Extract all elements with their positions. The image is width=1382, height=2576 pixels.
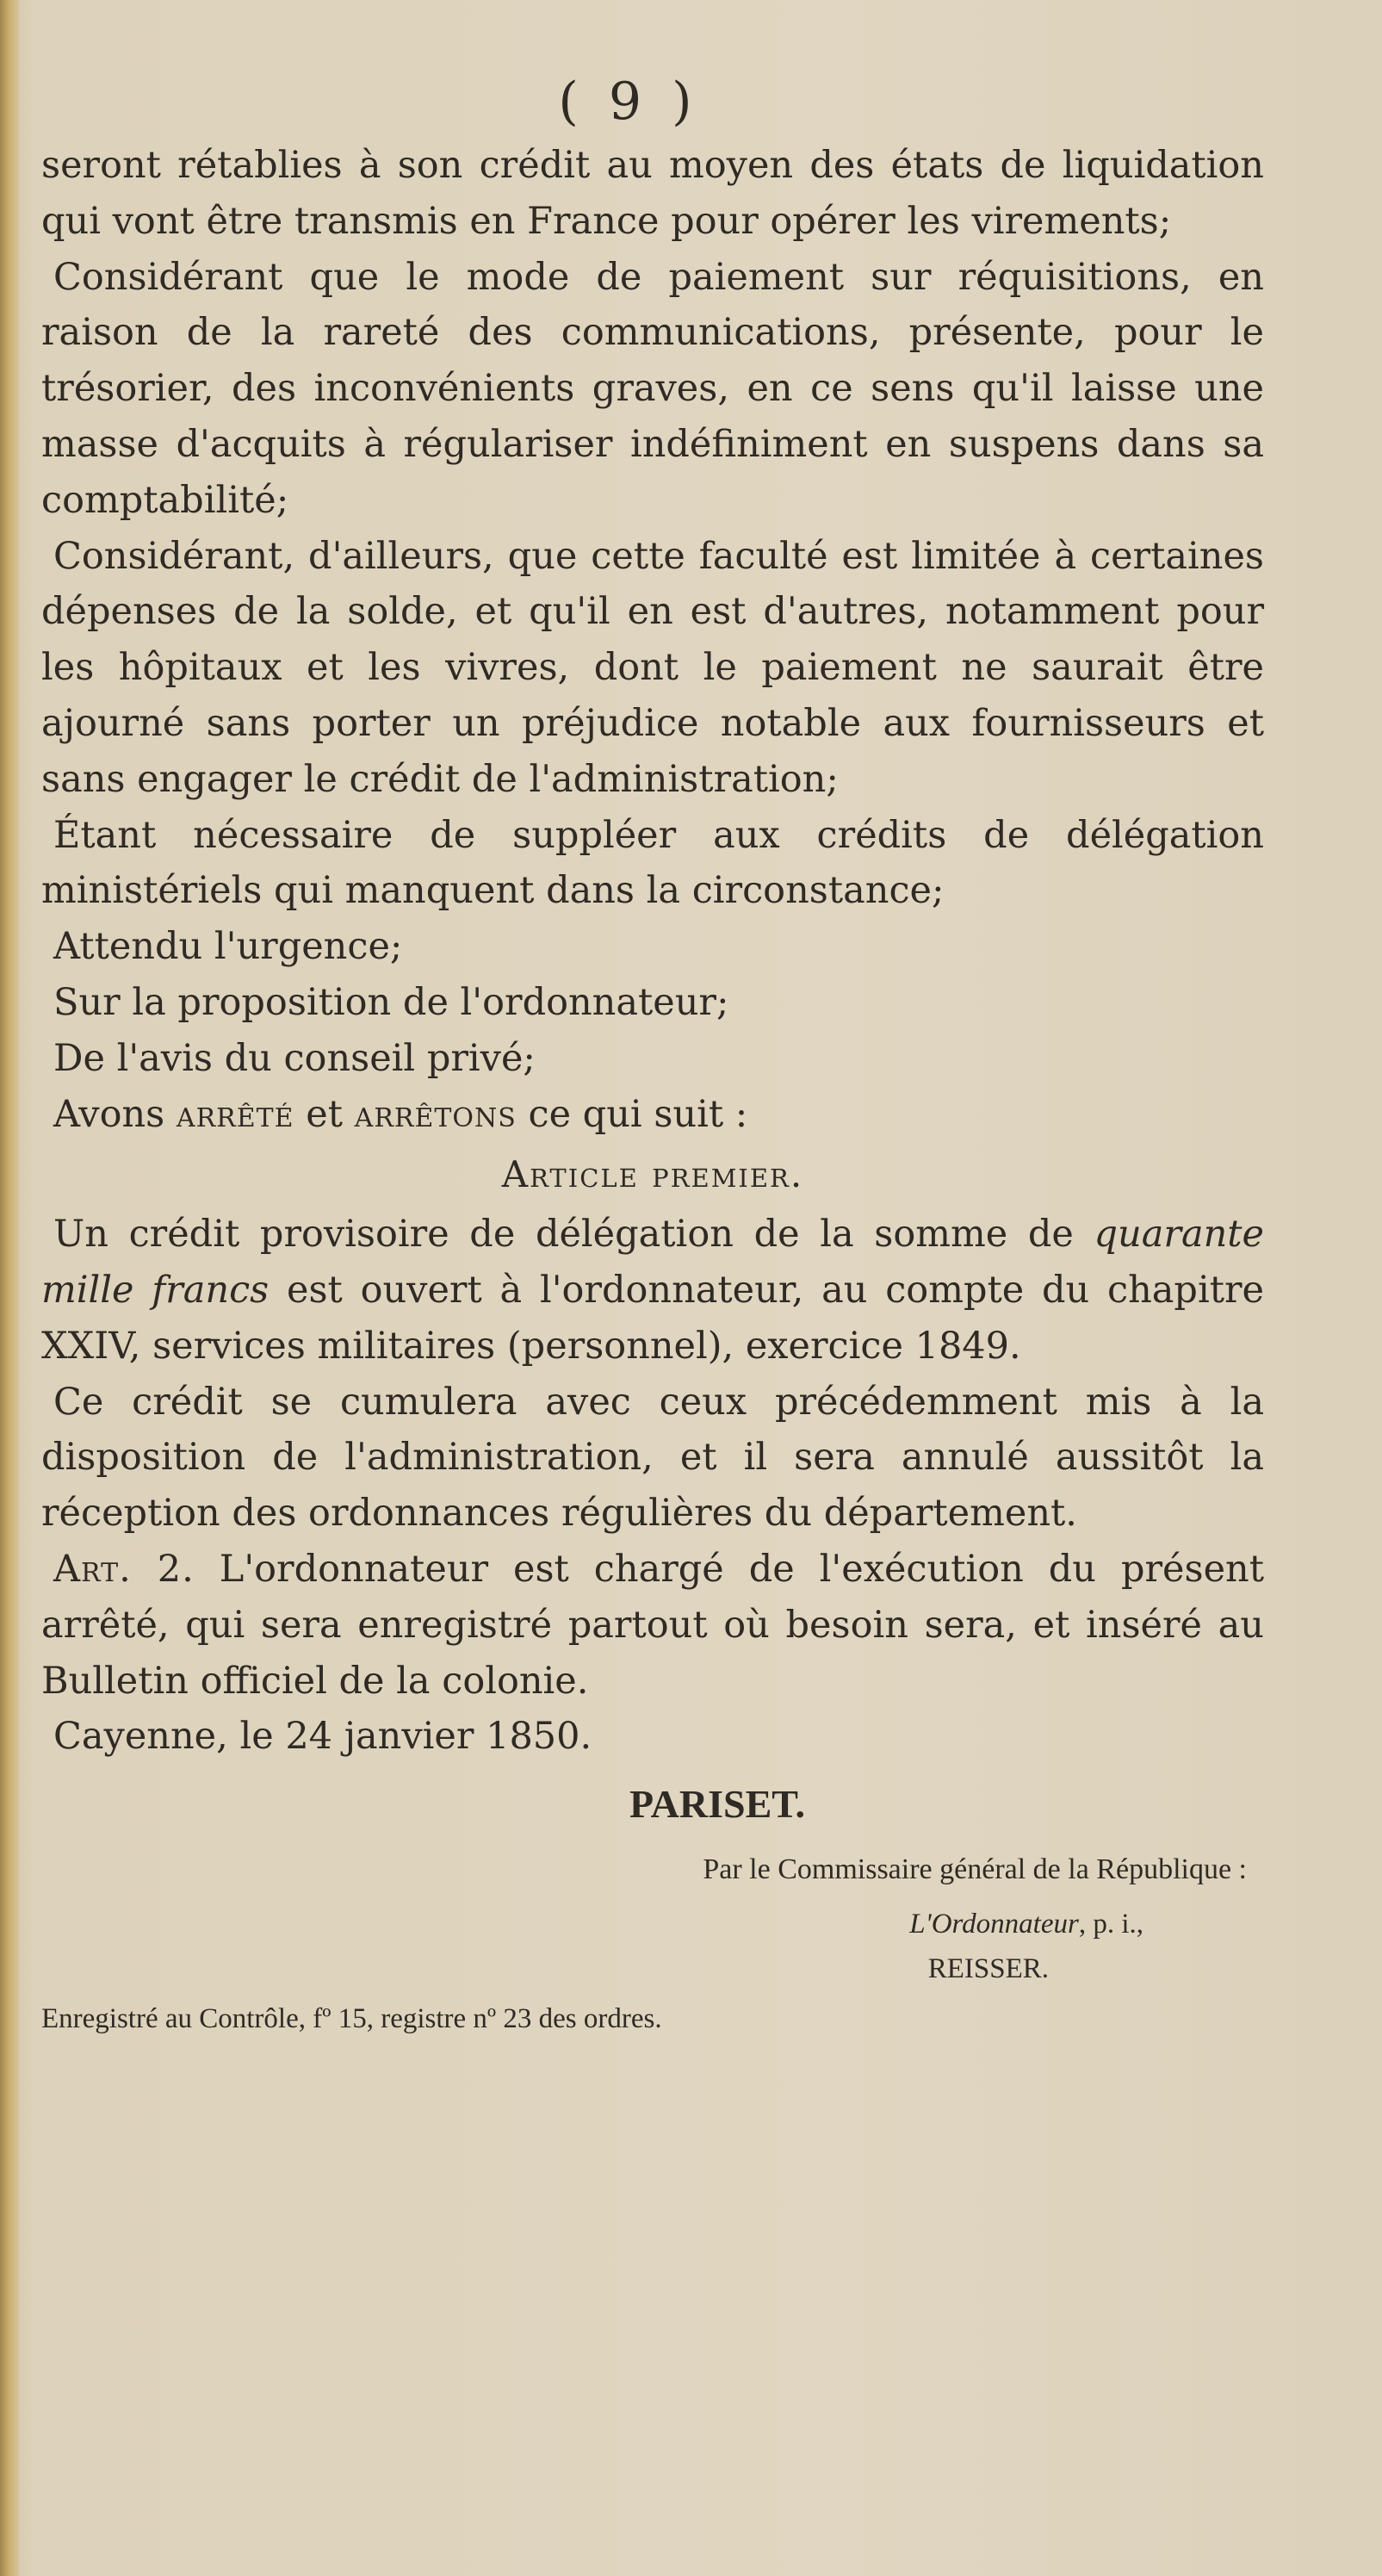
signature-reisser: REISSER. (927, 1953, 1049, 1985)
by-line: Par le Commissaire général de la République : (703, 1853, 1247, 1886)
paragraph-etant-necessaire: Étant nécessaire de suppléer aux crédits de délégation ministériels qui manquent dans la circonstance; (41, 813, 1264, 913)
decree-word-arrete: arrêté (176, 1092, 294, 1136)
ordonnateur-line (41, 1904, 1264, 1944)
ordonnateur-rest: , p. i., (1078, 1909, 1143, 1940)
decree-prefix: Avons (53, 1092, 177, 1136)
article-1-amount: quarante mille francs (41, 1213, 1264, 1312)
registration-note: Enregistré au Contrôle, fº 15, registre nº 23 des ordres. (41, 2003, 662, 2035)
decree-word-arretons: arrêtons (354, 1092, 517, 1136)
paragraph-considerant-1: Considérant que le mode de paiement sur réquisitions, en raison de la rareté des communications, présente, pour le trésorier, des inconvénients graves, en ce sens qu'il laisse une masse d'acquits à régulariser indéfiniment en suspens dans sa comptabilité; (41, 255, 1264, 522)
paragraph-considerant-2: Considérant, d'ailleurs, que cette faculté est limitée à certaines dépenses de la solde, et qu'il en est d'autres, notamment pour les hôpitaux et les vivres, dont le paiement ne saurait être ajourné sans porter un préjudice notable aux fournisseurs et sans engager le crédit de l'administration; (41, 534, 1264, 801)
paragraph-decree (41, 1087, 1264, 1143)
dateline: Cayenne, le 24 janvier 1850. (53, 1715, 592, 1759)
article-2-text: L'ordonnateur est chargé de l'exécution du présent arrêté, qui sera enregistré partout où besoin sera, et inséré au Bulletin officiel de la colonie. (41, 1547, 1264, 1703)
signature-pariset: PARISET. (629, 1782, 806, 1827)
paragraph-article-1-cont: Ce crédit se cumulera avec ceux précédemment mis à la disposition de l'administration, et il sera annulé aussitôt la réception des ordonnances régulières du département. (41, 1380, 1264, 1536)
article-heading: Article premier. (501, 1153, 804, 1196)
decree-middle: et (294, 1092, 355, 1136)
article-2-label: Art. 2. (53, 1547, 195, 1591)
decree-suffix: ce qui suit : (516, 1092, 748, 1136)
paragraph-continuation: seront rétablies à son crédit au moyen des états de liquidation qui vont être transmis en France pour opérer les virements; (41, 144, 1264, 243)
ordonnateur-title: L'Ordonnateur (909, 1909, 1079, 1940)
paragraph-attendu: Attendu l'urgence; (53, 925, 403, 969)
page-number: ( 9 ) (558, 71, 699, 132)
document-body (41, 138, 1264, 2039)
article-1-text-after: est ouvert à l'ordonnateur, au compte du chapitre XXIV, services militaires (personnel), exercice 1849. (41, 1268, 1264, 1368)
article-1-text-before: Un crédit provisoire de délégation de la somme de (53, 1213, 1094, 1257)
paragraph-proposition: Sur la proposition de l'ordonnateur; (53, 980, 729, 1024)
paragraph-article-2 (41, 1542, 1264, 1709)
paragraph-article-1 (41, 1207, 1264, 1374)
paragraph-avis: De l'avis du conseil privé; (53, 1036, 536, 1080)
binding-edge (0, 0, 19, 2576)
